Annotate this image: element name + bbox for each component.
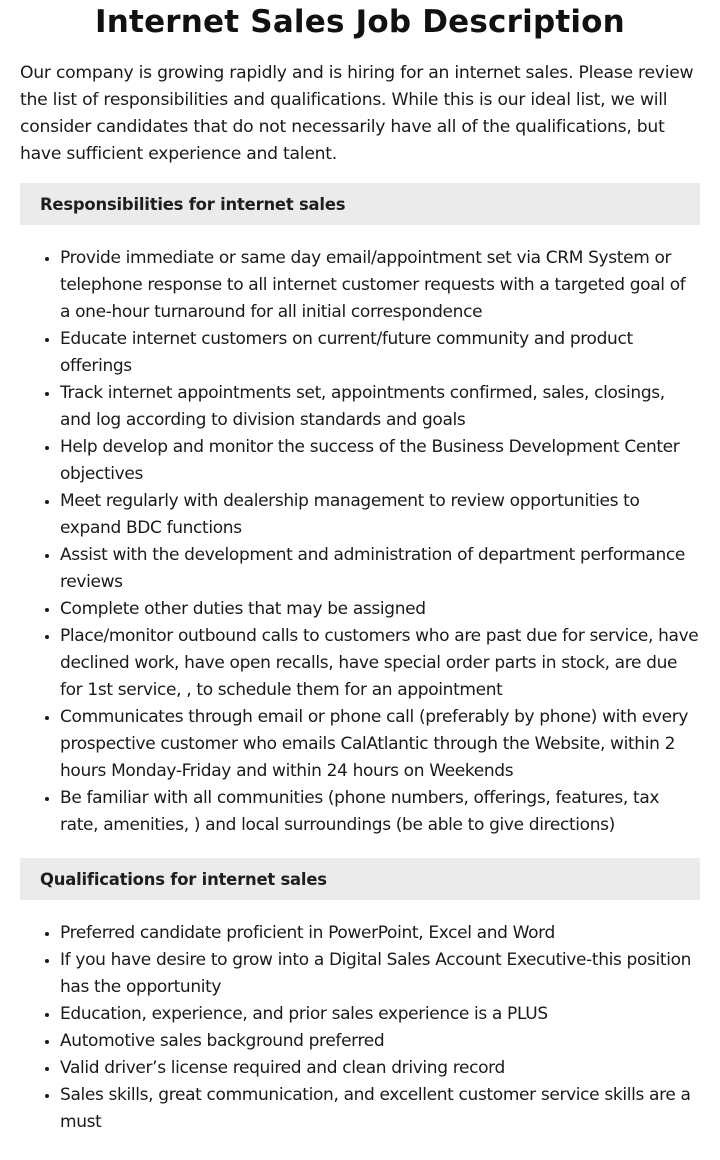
responsibilities-list xyxy=(20,245,700,839)
list-item: • Be familiar with all communities (phone numbers, offerings, features, tax rate, amenities, ) and local surroundings (be able to give directions) xyxy=(60,785,700,839)
responsibilities-heading: Responsibilities for internet sales xyxy=(20,183,700,225)
list-item: • Help develop and monitor the success of the Business Development Center objectives xyxy=(60,434,700,488)
list-item: • Provide immediate or same day email/appointment set via CRM System or telephone response to all internet customer requests with a targeted goal of a one-hour turnaround for all initial correspondence xyxy=(60,245,700,326)
list-item: • Complete other duties that may be assigned xyxy=(60,596,700,623)
list-item: • Preferred candidate proficient in PowerPoint, Excel and Word xyxy=(60,920,700,947)
list-item: • Communicates through email or phone call (preferably by phone) with every prospective customer who emails CalAtlantic through the Website, within 2 hours Monday-Friday and within 24 hours on Weekends xyxy=(60,704,700,785)
qualifications-list xyxy=(20,920,700,1136)
qualifications-heading: Qualifications for internet sales xyxy=(20,858,700,900)
intro-paragraph: Our company is growing rapidly and is hiring for an internet sales. Please review the list of responsibilities and qualifications. While this is our ideal list, we will consider candidates that do not necessarily have all of the qualifications, but have sufficient experience and talent. xyxy=(20,63,694,164)
list-item: • Valid driver’s license required and clean driving record xyxy=(60,1055,700,1082)
list-item: • Assist with the development and administration of department performance reviews xyxy=(60,542,700,596)
list-item: • Educate internet customers on current/future community and product offerings xyxy=(60,326,700,380)
page-title: Internet Sales Job Description xyxy=(95,4,625,40)
list-item: • Education, experience, and prior sales experience is a PLUS xyxy=(60,1001,700,1028)
list-item: • Automotive sales background preferred xyxy=(60,1028,700,1055)
list-item: • If you have desire to grow into a Digital Sales Account Executive-this position has the opportunity xyxy=(60,947,700,1001)
list-item: • Sales skills, great communication, and excellent customer service skills are a must xyxy=(60,1082,700,1136)
list-item: • Track internet appointments set, appointments confirmed, sales, closings, and log according to division standards and goals xyxy=(60,380,700,434)
list-item: • Place/monitor outbound calls to customers who are past due for service, have declined work, have open recalls, have special order parts in stock, are due for 1st service, , to schedule them for an appointment xyxy=(60,623,700,704)
list-item: • Meet regularly with dealership management to review opportunities to expand BDC functions xyxy=(60,488,700,542)
